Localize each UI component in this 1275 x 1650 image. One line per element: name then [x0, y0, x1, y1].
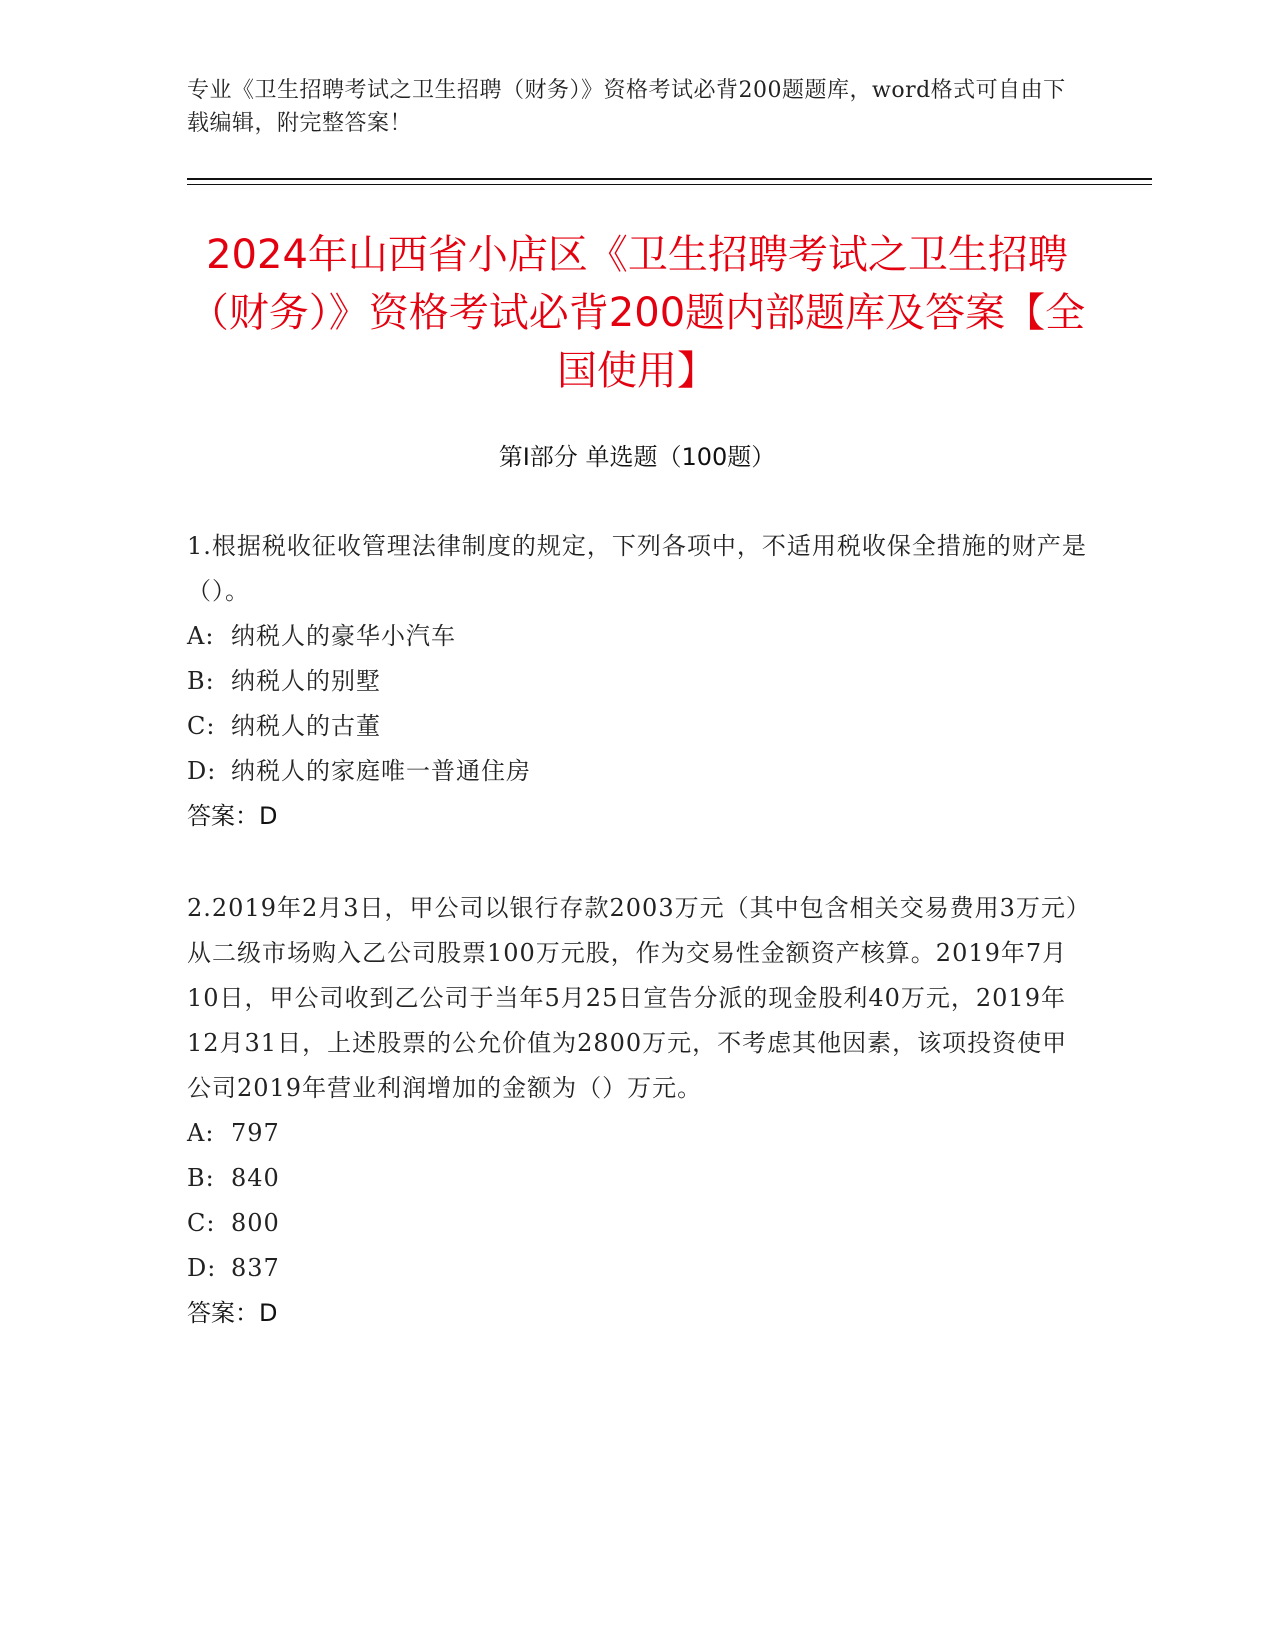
- document-title: 2024年山西省小店区《卫生招聘考试之卫生招聘（财务）》资格考试必背200题内部题库及答案【全国使用】: [188, 232, 1086, 394]
- option-d: [187, 1246, 1087, 1291]
- header-divider-thick: [187, 178, 1152, 180]
- option-text: 纳税人的家庭唯一普通住房: [231, 757, 531, 785]
- option-text: 800: [231, 1209, 280, 1237]
- option-text: 纳税人的别墅: [231, 667, 381, 695]
- option-key: A:: [187, 1119, 215, 1147]
- option-c: [187, 1201, 1087, 1246]
- question-2: [187, 886, 1087, 1336]
- option-key: B:: [187, 667, 215, 695]
- option-b: [187, 1156, 1087, 1201]
- option-key: C:: [187, 712, 216, 740]
- option-text: 797: [231, 1119, 280, 1147]
- option-a: [187, 614, 1087, 659]
- section-heading: 第I部分 单选题（100题）: [498, 443, 776, 471]
- option-key: C:: [187, 1209, 216, 1237]
- option-text: 837: [231, 1254, 280, 1282]
- header-note: 专业《卫生招聘考试之卫生招聘（财务）》资格考试必背200题题库，word格式可自由下载编辑，附完整答案！: [187, 78, 1066, 136]
- option-b: [187, 659, 1087, 704]
- answer: 答案：D: [187, 802, 278, 830]
- option-text: 840: [231, 1164, 280, 1192]
- answer: 答案：D: [187, 1299, 278, 1327]
- option-key: A:: [187, 622, 215, 650]
- option-key: D:: [187, 1254, 217, 1282]
- option-text: 纳税人的古董: [231, 712, 381, 740]
- option-a: [187, 1111, 1087, 1156]
- question-stem: 1.根据税收征收管理法律制度的规定，下列各项中，不适用税收保全措施的财产是（）。: [187, 532, 1087, 605]
- option-key: D:: [187, 757, 217, 785]
- option-key: B:: [187, 1164, 215, 1192]
- question-stem: 2.2019年2月3日，甲公司以银行存款2003万元（其中包含相关交易费用3万元）从二级市场购入乙公司股票100万元股，作为交易性金额资产核算。2019年7月10日，甲公司收到乙公司于当年5月25日宣告分派的现金股利40万元，2019年12月31日，上述股票的公允价值为2800万元，不考虑其他因素，该项投资使甲公司2019年营业利润增加的金额为（）万元。: [187, 894, 1079, 1102]
- option-d: [187, 749, 1087, 794]
- option-text: 纳税人的豪华小汽车: [231, 622, 456, 650]
- question-1: [187, 524, 1087, 839]
- option-c: [187, 704, 1087, 749]
- header-divider-thin: [187, 184, 1152, 185]
